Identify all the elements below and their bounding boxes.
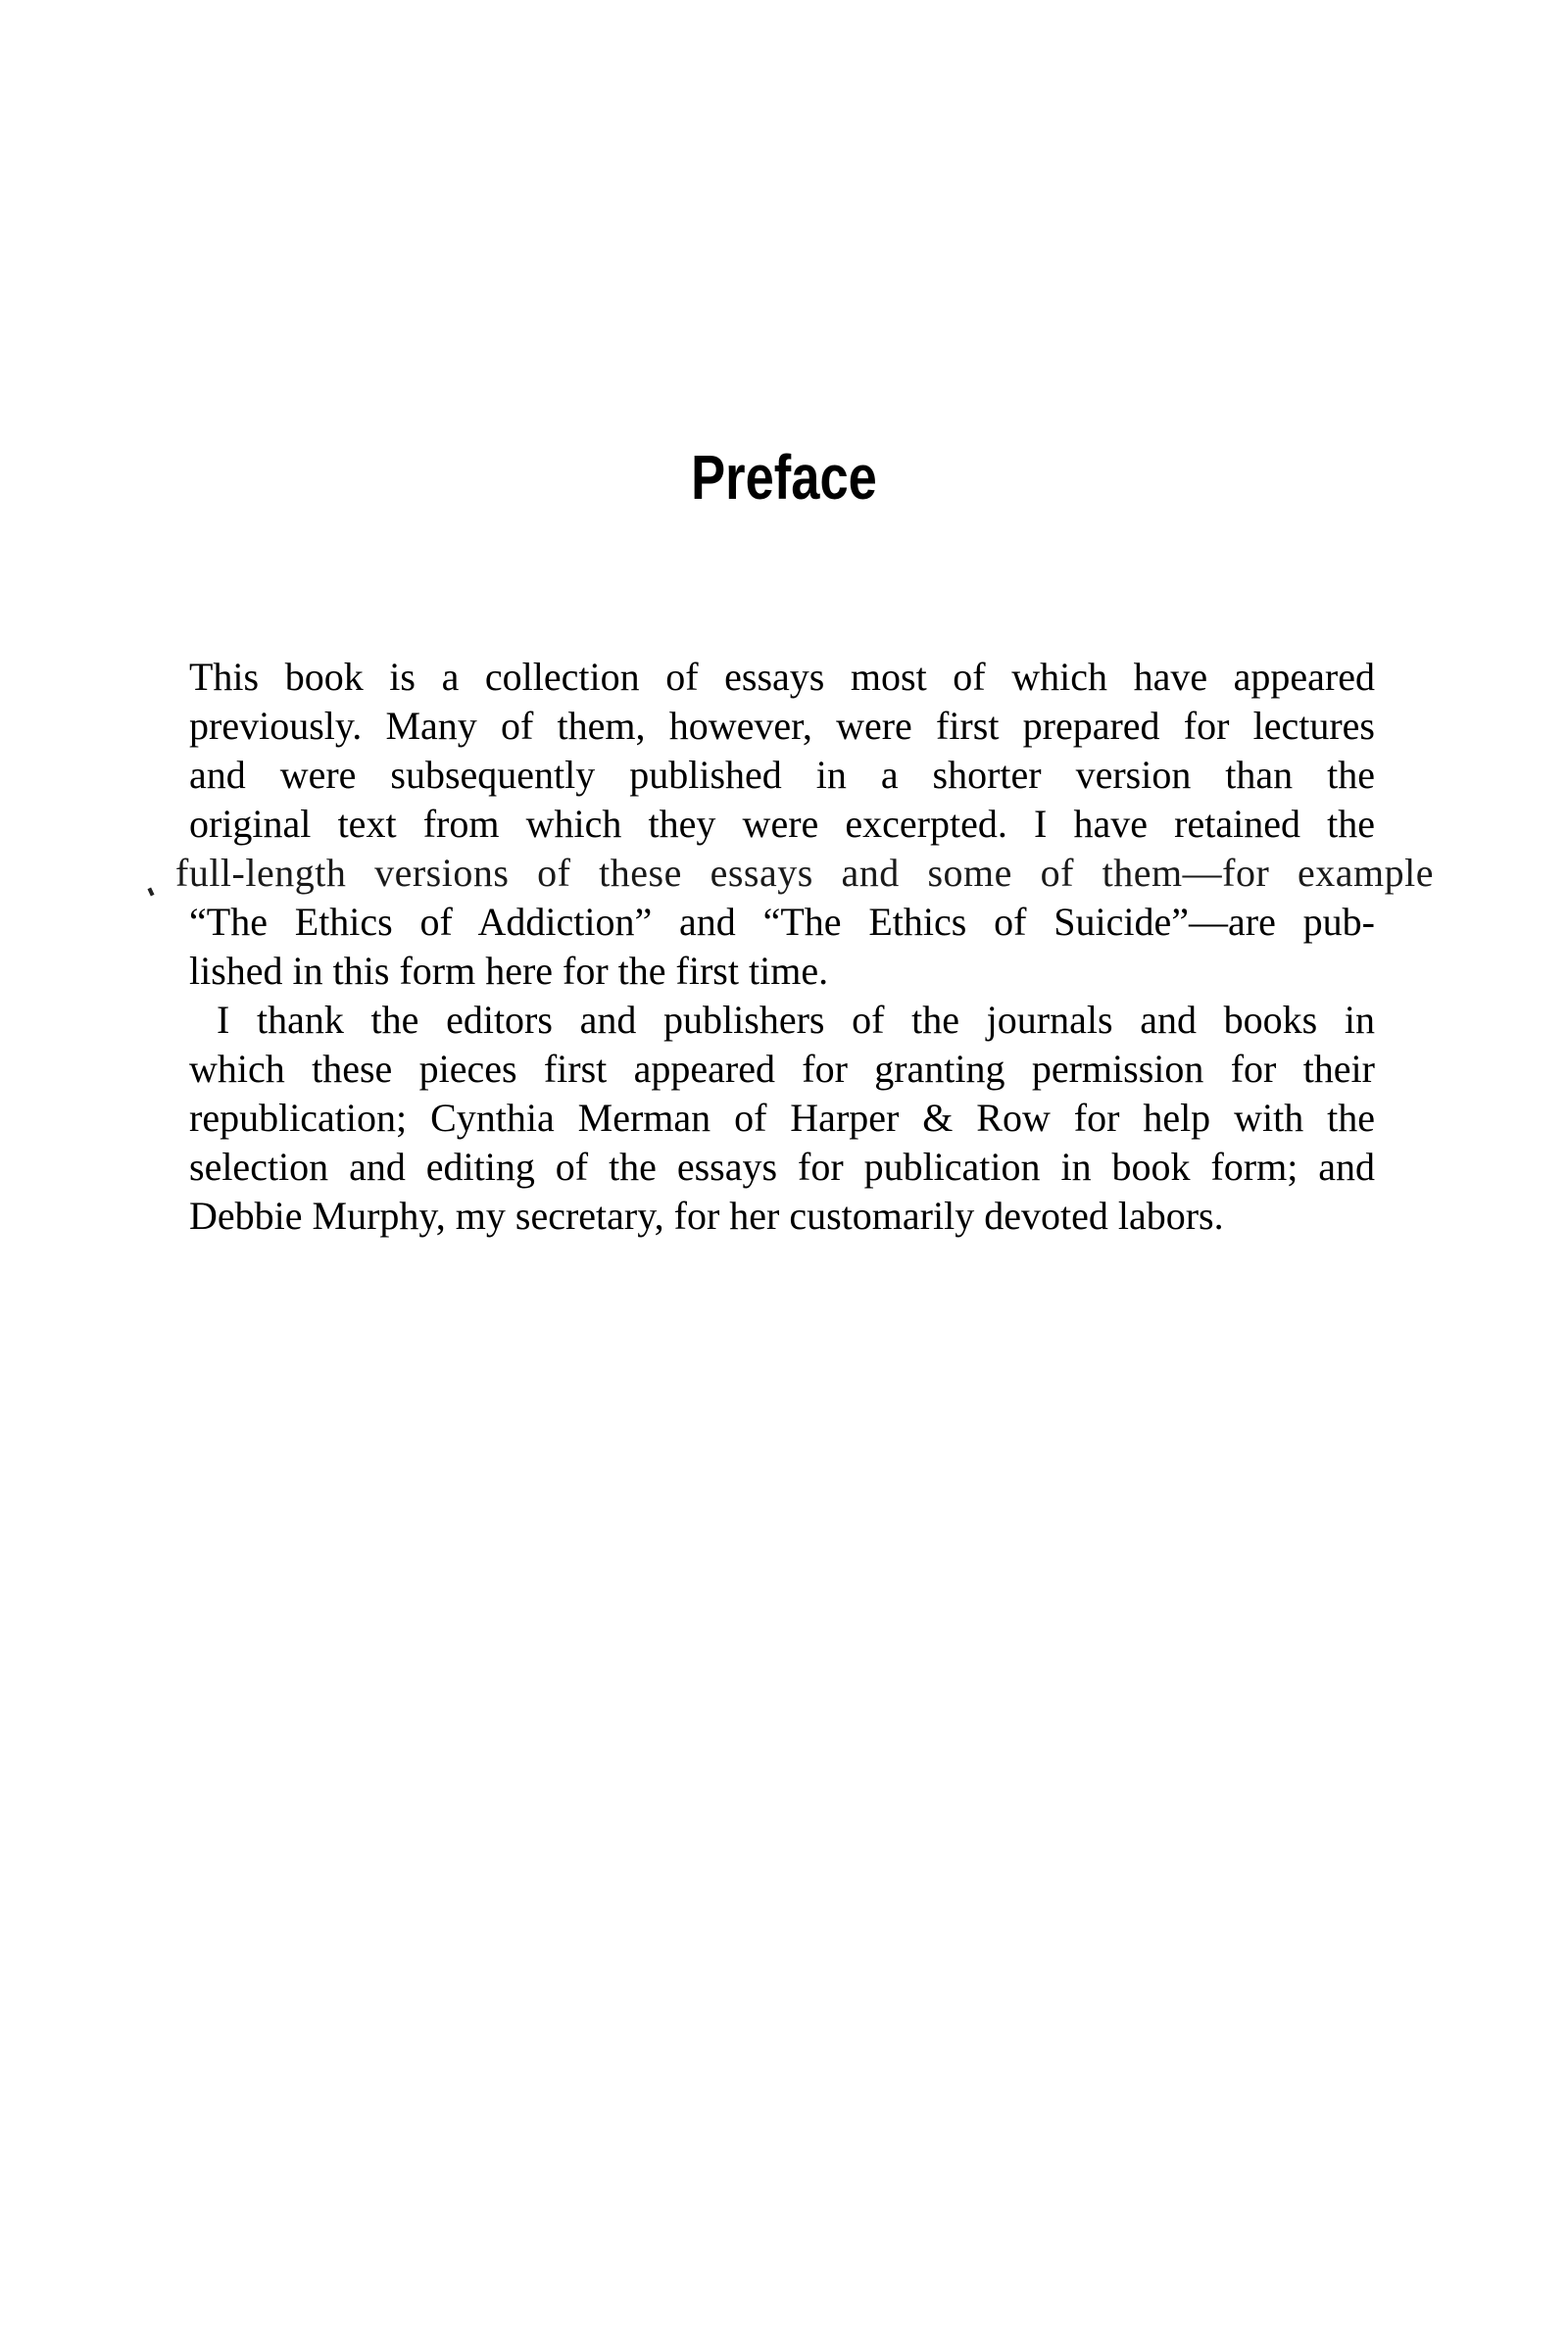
text-line: “The Ethics of Addiction” and “The Ethics of Suicide”—are pub- (189, 900, 1375, 944)
paragraph-2 (189, 996, 1375, 1241)
text-line: lished in this form here for the first time. (189, 949, 829, 993)
text-line: This book is a collection of essays most of which have appeared (189, 655, 1375, 699)
text-line: I thank the editors and publishers of the journals and books in (217, 998, 1375, 1042)
text-line: which these pieces first appeared for granting permission for their (189, 1047, 1375, 1091)
text-line: and were subsequently published in a shorter version than the (189, 753, 1375, 797)
scan-mark (147, 888, 154, 897)
text-line: selection and editing of the essays for publication in book form; and (189, 1145, 1375, 1189)
text-line: republication; Cynthia Merman of Harper & Row for help with the (189, 1096, 1375, 1140)
text-line: Debbie Murphy, my secretary, for her customarily devoted labors. (189, 1194, 1224, 1238)
text-line: full-length versions of these essays and some of them—for example (175, 851, 1434, 895)
paragraph-1 (175, 653, 1434, 996)
text-line: original text from which they were excerpted. I have retained the (189, 802, 1375, 846)
text-line: previously. Many of them, however, were first prepared for lectures (189, 704, 1375, 748)
preface-body (175, 653, 1434, 1241)
page-title: Preface (691, 442, 877, 513)
